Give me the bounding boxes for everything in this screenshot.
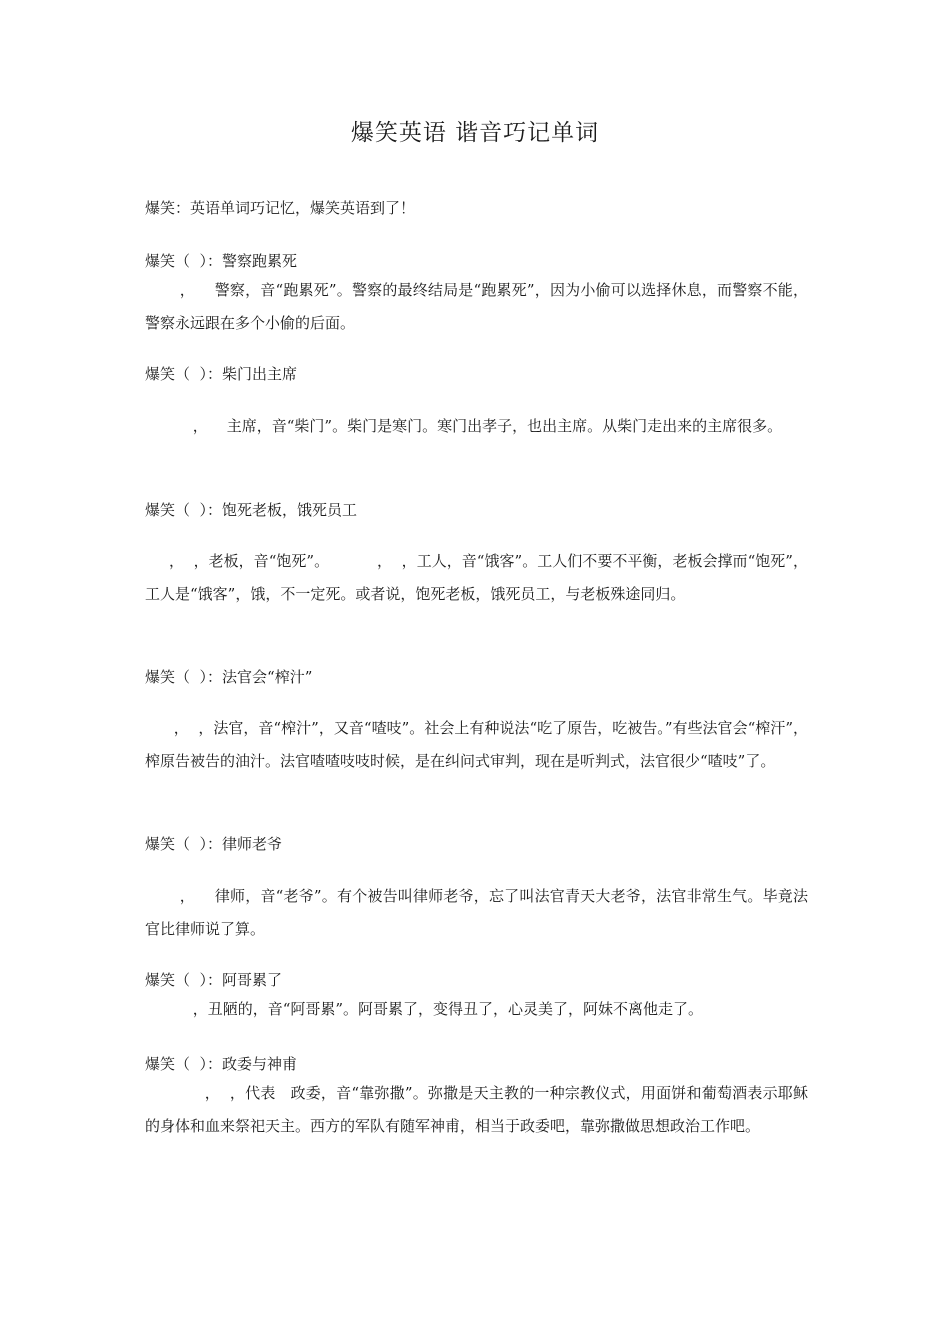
section-body-lawyer: ， 律师，音“老爷”。有个被告叫律师老爷，忘了叫法官青天大老爷，法官非常生气。毕竟法官比律师说了算。 — [145, 887, 808, 938]
section-body-commissar: ， ，代表 政委，音“靠弥撒”。弥撒是天主教的一种宗教仪式，用面饼和葡萄酒表示耶稣的身体和血来祭祀天主。西方的军队有随军神甫，相当于政委吧，靠弥撒做思想政治工作吧。 — [145, 1084, 808, 1135]
section-heading-boss: 爆笑（ ）：饱死老板，饿死员工 — [145, 501, 358, 519]
section-heading-police: 爆笑（ ）：警察跑累死 — [145, 252, 298, 270]
section-heading-lawyer: 爆笑（ ）：律师老爷 — [145, 835, 283, 853]
section-body-boss: ， ，老板，音“饱死”。 ， ，工人，音“饿客”。工人们不要不平衡，老板会撑而“饱死”，工人是“饿客”，饿，不一定死。或者说，饱死老板，饿死员工，与老板殊途同归。 — [145, 552, 808, 603]
section-body-police: ， 警察，音“跑累死”。警察的最终结局是“跑累死”，因为小偷可以选择休息，而警察不能，警察永远跟在多个小偷的后面。 — [145, 281, 808, 332]
section-body-ugly: ，丑陋的，音“阿哥累”。阿哥累了，变得丑了，心灵美了，阿妹不离他走了。 — [145, 1000, 704, 1018]
section-heading-commissar: 爆笑（ ）：政委与神甫 — [145, 1055, 298, 1073]
document-title: 爆笑英语 谐音巧记单词 — [350, 120, 600, 146]
section-body-chairman: ， 主席，音“柴门”。柴门是寒门。寒门出孝子，也出主席。从柴门走出来的主席很多。 — [145, 417, 783, 435]
section-heading-ugly: 爆笑（ ）：阿哥累了 — [145, 971, 283, 989]
section-heading-judge: 爆笑（ ）：法官会“榨汁” — [145, 668, 313, 686]
section-heading-chairman: 爆笑（ ）：柴门出主席 — [145, 365, 298, 383]
intro-text: 爆笑：英语单词巧记忆，爆笑英语到了！ — [145, 199, 416, 217]
section-body-judge: ， ，法官，音“榨汁”，又音“喳吱”。社会上有种说法“吃了原告，吃被告。”有些法官会“榨汗”，榨原告被告的油汁。法官喳喳吱吱时候，是在纠问式审判，现在是听判式，法官很少“喳吱”了。 — [145, 719, 809, 770]
